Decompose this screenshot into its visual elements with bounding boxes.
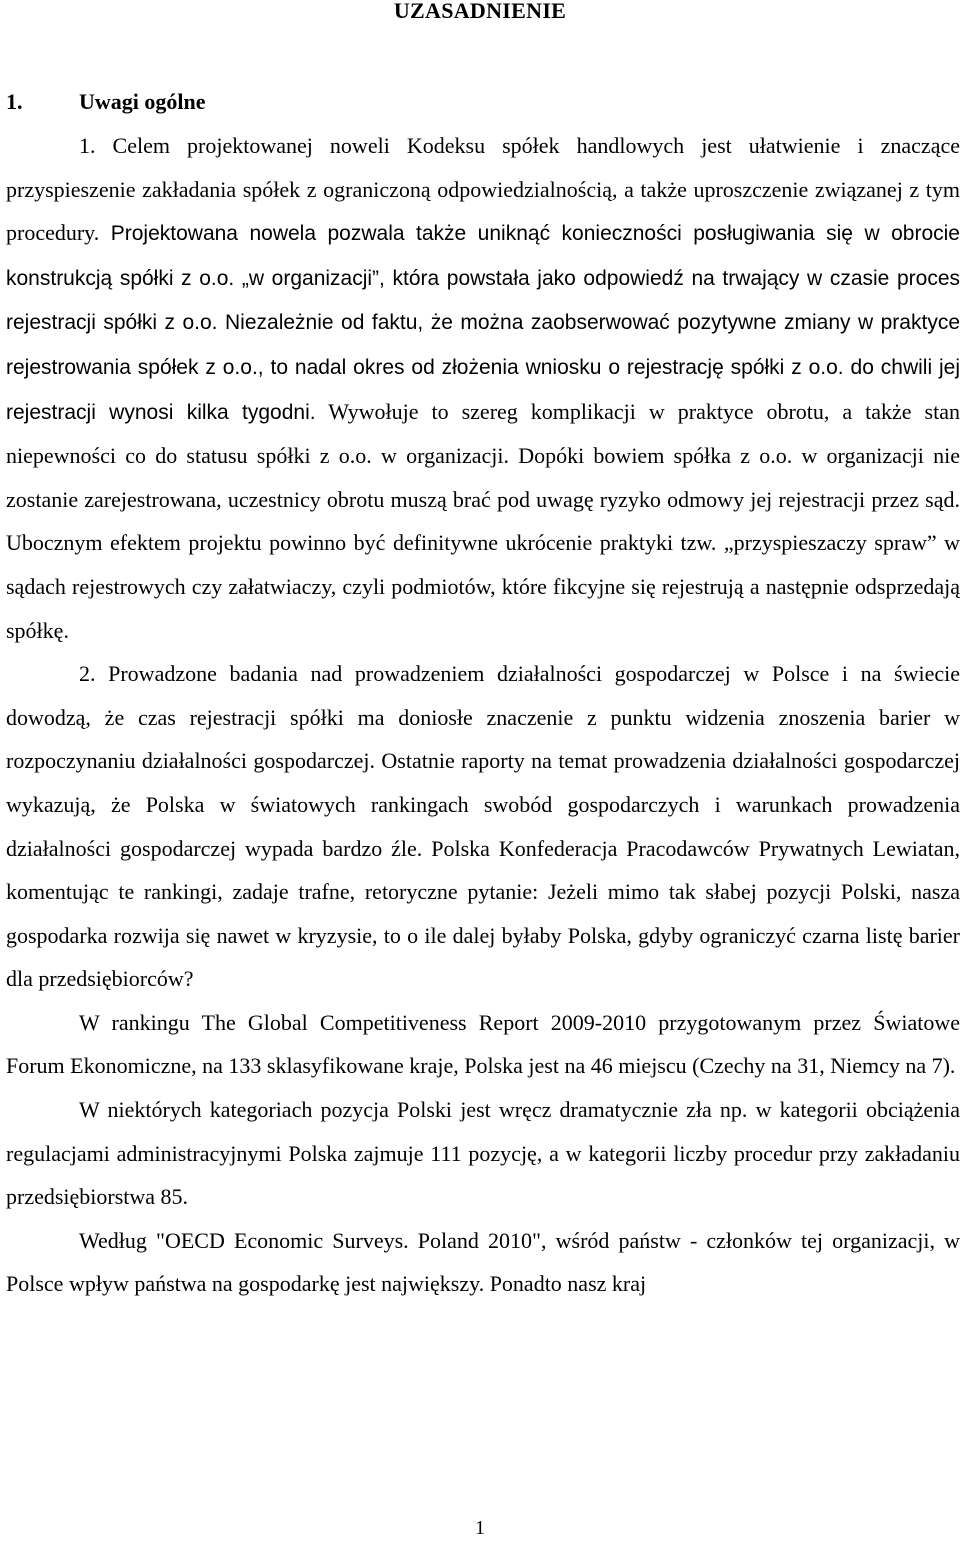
- paragraph-1-sans-text: Projektowana nowela pozwala także uniknąć konieczności posługiwania się w obrocie konstrukcją spółki z o.o. „w organizacji”, która powstała jako odpowiedź na trwający w czasie proces rejestracji spółki z o.o. Niezależnie od faktu, że można zaobserwować pozytywne zmiany w praktyce rejestrowania spółek z o.o., to nadal okres od złożenia wniosku o rejestrację spółki z o.o. do chwili jej rejestracji wynosi kilka tygodni.: [6, 222, 960, 424]
- paragraph-3: W rankingu The Global Competitiveness Report 2009-2010 przygotowanym przez Światowe Forum Ekonomiczne, na 133 sklasyfikowane kraje, Polska jest na 46 miejscu (Czechy na 31, Niemcy na 7).: [6, 1009, 960, 1079]
- paragraph-1: [6, 124, 960, 652]
- section-title: Uwagi ogólne: [79, 89, 206, 114]
- document-body: [6, 124, 960, 1306]
- paragraph-5: Według "OECD Economic Surveys. Poland 2010", wśród państw - członków tej organizacji, w Polsce wpływ państwa na gospodarkę jest największy. Ponadto nasz kraj: [6, 1227, 960, 1297]
- paragraph-4: W niektórych kategoriach pozycja Polski jest wręcz dramatycznie zła np. w kategorii obciążenia regulacjami administracyjnymi Polska zajmuje 111 pozycję, a w kategorii liczby procedur przy zakładaniu przedsiębiorstwa 85.: [6, 1097, 960, 1210]
- document-title: UZASADNIENIE: [393, 0, 567, 23]
- section-number: 1.: [6, 89, 23, 114]
- page-number: 1: [475, 1517, 485, 1539]
- paragraph-1-lead: 1. Celem projektowanej noweli Kodeksu spółek handlowych jest ułatwienie i znaczące przyspieszenie zakładania spółek z ograniczoną odpowiedzialnością, a także uproszczenie związanej z tym procedury.: [6, 133, 960, 246]
- section-heading: [6, 87, 206, 117]
- paragraph-2: 2. Prowadzone badania nad prowadzeniem działalności gospodarczej w Polsce i na świecie dowodzą, że czas rejestracji spółki ma doniosłe znaczenie z punktu widzenia znoszenia barier w rozpoczynaniu działalności gospodarczej. Ostatnie raporty na temat prowadzenia działalności gospodarczej wykazują, że Polska w światowych rankingach swobód gospodarczych i warunkach prowadzenia działalności gospodarczej wypada bardzo źle. Polska Konfederacja Pracodawców Prywatnych Lewiatan, komentując te rankingi, zadaje trafne, retoryczne pytanie: Jeżeli mimo tak słabej pozycji Polski, nasza gospodarka rozwija się nawet w kryzysie, to o ile dalej byłaby Polska, gdyby ograniczyć czarna listę barier dla przedsiębiorców?: [6, 661, 960, 992]
- paragraph-1-tail: Wywołuje to szereg komplikacji w praktyce obrotu, a także stan niepewności co do statusu spółki z o.o. w organizacji. Dopóki bowiem spółka z o.o. w organizacji nie zostanie zarejestrowana, uczestnicy obrotu muszą brać pod uwagę ryzyko odmowy jej rejestracji przez sąd. Ubocznym efektem projektu powinno być definitywne ukrócenie praktyki tzw. „przyspieszaczy spraw” w sądach rejestrowych czy załatwiaczy, czyli podmiotów, które fikcyjne się rejestrują a następnie odsprzedają spółkę.: [6, 398, 960, 643]
